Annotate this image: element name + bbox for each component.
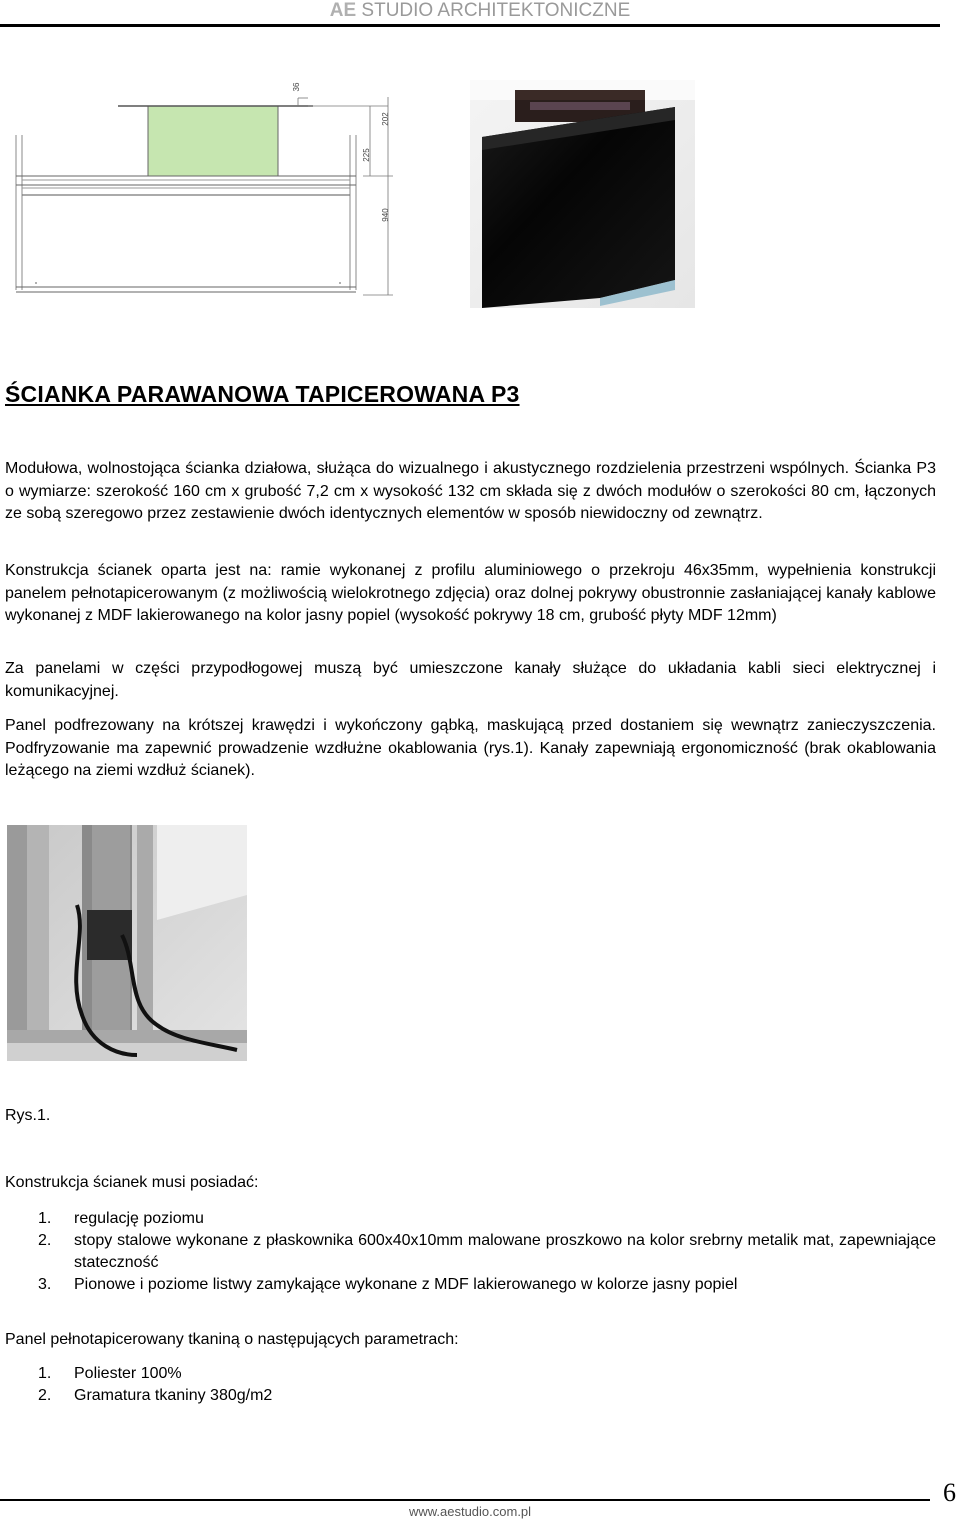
dim-36: 36	[292, 82, 301, 92]
paragraph-channels: Za panelami w części przypodłogowej muszą być umieszczone kanały służące do układania kabli sieci elektrycznej i komunikacyjnej.	[5, 660, 936, 700]
list-item-text: regulację poziomu	[74, 1210, 204, 1227]
screen-photo	[470, 80, 695, 308]
list-item-number: 2.	[38, 1387, 52, 1404]
list-item-number: 1.	[38, 1210, 52, 1227]
list-item-number: 2.	[38, 1232, 52, 1249]
list-item-text: Pionowe i poziome listwy zamykające wykonane z MDF lakierowanego w kolorze jasny popiel	[74, 1276, 738, 1293]
header-brand: AE	[329, 0, 357, 21]
dim-940: 940	[381, 208, 390, 222]
footer-url: www.aestudio.com.pl	[408, 1504, 532, 1519]
list-fabric	[38, 1363, 936, 1407]
page-title: ŚCIANKA PARAWANOWA TAPICEROWANA P3	[5, 381, 520, 407]
list-construction-title: Konstrukcja ścianek musi posiadać:	[5, 1174, 259, 1191]
dim-225: 225	[362, 148, 371, 162]
figure-caption: Rys.1.	[5, 1107, 51, 1124]
paragraph-construction: Konstrukcja ścianek oparta jest na: ramie wykonanej z profilu aluminiowego o przekroju 46x35mm, wypełnienia konstrukcji panelem pełnotapicerowanym (z możliwością wielokrotnego zdjęcia) oraz dolnej pokrywy obustronnie zasłaniającej kanały kablowe wykonanej z MDF lakierowanego na kolor jasny popiel (wysokość pokrywy 18 cm, grubość płyty MDF 12mm)	[5, 562, 936, 624]
paragraph-panel: Panel podfrezowany na krótszej krawędzi i wykończony gąbką, maskującą przed dostaniem się wewnątrz zanieczyszczenia. Podfryzowanie ma zapewnić prowadzenie wzdłużne okablowania (rys.1). Kanały zapewniają ergonomiczność (brak okablowania leżącego na ziemi wzdłuż ścianek).	[5, 717, 936, 779]
list-item-text: Poliester 100%	[74, 1365, 182, 1382]
list-item	[38, 1385, 936, 1407]
list-item-number: 1.	[38, 1365, 52, 1382]
header-rule	[0, 24, 940, 27]
paragraph-intro: Modułowa, wolnostojąca ścianka działowa, służąca do wizualnego i akustycznego rozdzielenia przestrzeni wspólnych. Ścianka P3 o wymiarze: szerokość 160 cm x grubość 7,2 cm x wysokość 132 cm składa się z dwóch modułów o szerokości 80 cm, łączonych ze sobą szeregowo przez zestawienie dwóch identycznych elementów w sposób niewidoczny od zewnątrz.	[5, 460, 936, 522]
list-item-text: Gramatura tkaniny 380g/m2	[74, 1387, 273, 1404]
technical-drawing	[8, 75, 408, 300]
list-item-text: stopy stalowe wykonane z płaskownika 600x40x10mm malowane proszkowo na kolor srebrny metalik mat, zapewniające stateczność	[74, 1232, 936, 1271]
page-number: 6	[943, 1478, 956, 1507]
frame-photo	[7, 825, 247, 1061]
list-item	[38, 1230, 936, 1274]
footer-rule	[0, 1499, 930, 1501]
dim-202: 202	[381, 112, 390, 126]
list-construction	[38, 1208, 936, 1296]
list-fabric-title: Panel pełnotapicerowany tkaniną o następujących parametrach:	[5, 1331, 459, 1348]
upper-panel	[148, 106, 278, 176]
list-item	[38, 1208, 936, 1230]
list-item	[38, 1274, 936, 1296]
list-item-number: 3.	[38, 1276, 52, 1293]
page-header	[0, 0, 960, 26]
header-studio: STUDIO ARCHITEKTONICZNE	[361, 0, 631, 21]
list-item	[38, 1363, 936, 1385]
